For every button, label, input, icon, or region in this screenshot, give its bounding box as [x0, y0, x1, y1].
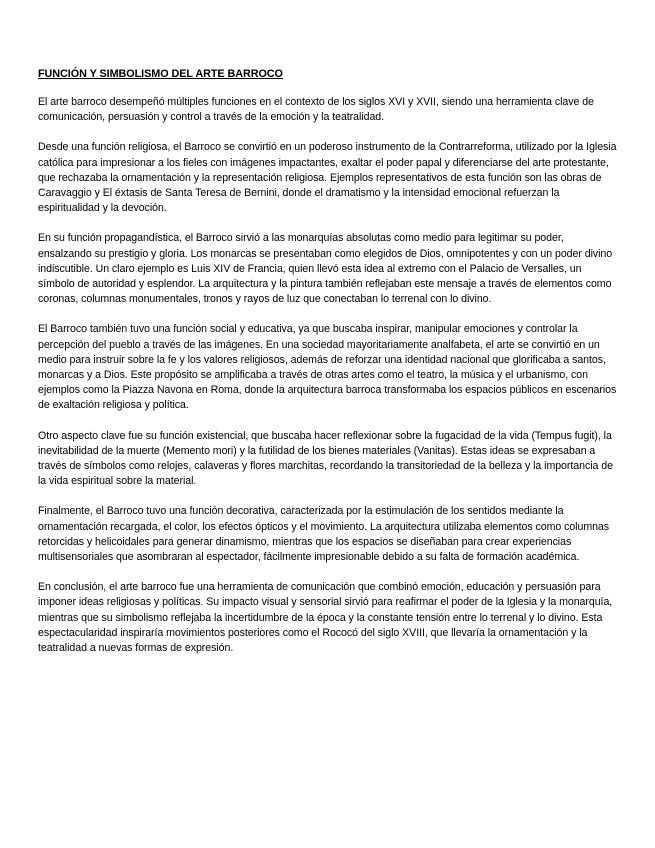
paragraph-propaganda-function: En su función propagandística, el Barroco sirvió a las monarquías absolutas como medio para legitimar su poder, ensalzando su prestigio y gloria. Los monarcas se presentaban como elegidos de Dios, omnipotentes y con un poder divino indiscutible. Un claro ejemplo es Luis XIV de Francia, quien llevó esta idea al extremo con el Palacio de Versalles, un símbolo de autoridad y esplendor. La arquitectura y la pintura también reflejaban este mensaje a través de elementos como coronas, columnas monumentales, tronos y rayos de luz que conectaban lo terrenal con lo divino. — [38, 232, 613, 306]
paragraph-social-educational-function: El Barroco también tuvo una función social y educativa, ya que buscaba inspirar, manipular emociones y controlar la percepción del pueblo a través de las imágenes. En una sociedad mayoritariamente analfabeta, el arte se convirtió en un medio para instruir sobre la fe y los valores religiosos, además de reforzar una identidad nacional que glorificaba a santos, monarcas y a Dios. Este propósito se amplificaba a través de otras artes como el teatro, la música y el urbanismo, con ejemplos como la Piazza Navona en Roma, donde la arquitectura barroca transformaba los espacios públicos en escenarios de exaltación religiosa y política. — [38, 323, 617, 412]
paragraph-intro: El arte barroco desempeñó múltiples funciones en el contexto de los siglos XVI y XVII, siendo una herramienta clave de comunicación, persuasión y control a través de la emoción y la teatralidad. — [38, 96, 594, 124]
paragraph-existential-function: Otro aspecto clave fue su función existencial, que buscaba hacer reflexionar sobre la fugacidad de la vida (Tempus fugit), la inevitabilidad de la muerte (Memento mori) y la futilidad de los bienes materiales (Vanitas). Estas ideas se expresaban a través de símbolos como relojes, calaveras y flores marchitas, recordando la transitoriedad de la belleza y la importancia de la vida espiritual sobre la material. — [38, 429, 613, 488]
paragraph-conclusion: En conclusión, el arte barroco fue una herramienta de comunicación que combinó emoción, educación y persuasión para imponer ideas religiosas y políticas. Su impacto visual y sensorial sirvió para reafirmar el poder de la Iglesia y la monarquía, mientras que su simbolismo reflejaba la incertidumbre de la época y la constante tensión entre lo terrenal y lo divino. Esta espectacularidad inspiraría movimientos posteriores como el Rococó del siglo XVIII, que llevaría la ornamentación y la teatralidad a nuevas formas de expresión. — [38, 581, 613, 655]
paragraph-decorative-function: Finalmente, el Barroco tuvo una función decorativa, caracterizada por la estimulación de los sentidos mediante la ornamentación recargada, el color, los efectos ópticos y el movimiento. La arquitectura utilizaba elementos como columnas retorcidas y helicoidales para generar dinamismo, mientras que los espacios se diseñaban para crear experiencias multisensoriales que asombraran al espectador, fácilmente impresionable debido a su falta de formación académica. — [38, 505, 610, 564]
document-title: FUNCIÓN Y SIMBOLISMO DEL ARTE BARROCO — [38, 68, 283, 80]
paragraph-religious-function: Desde una función religiosa, el Barroco se convirtió en un poderoso instrumento de la Contrarreforma, utilizado por la Iglesia católica para impresionar a los fieles con imágenes impactantes, exaltar el poder papal y diferenciarse del arte protestante, que rechazaba la ornamentación y la representación religiosa. Ejemplos representativos de esta función son las obras de Caravaggio y El éxtasis de Santa Teresa de Bernini, donde el dramatismo y la intensidad emocional refuerzan la espiritualidad y la devoción. — [38, 141, 617, 215]
